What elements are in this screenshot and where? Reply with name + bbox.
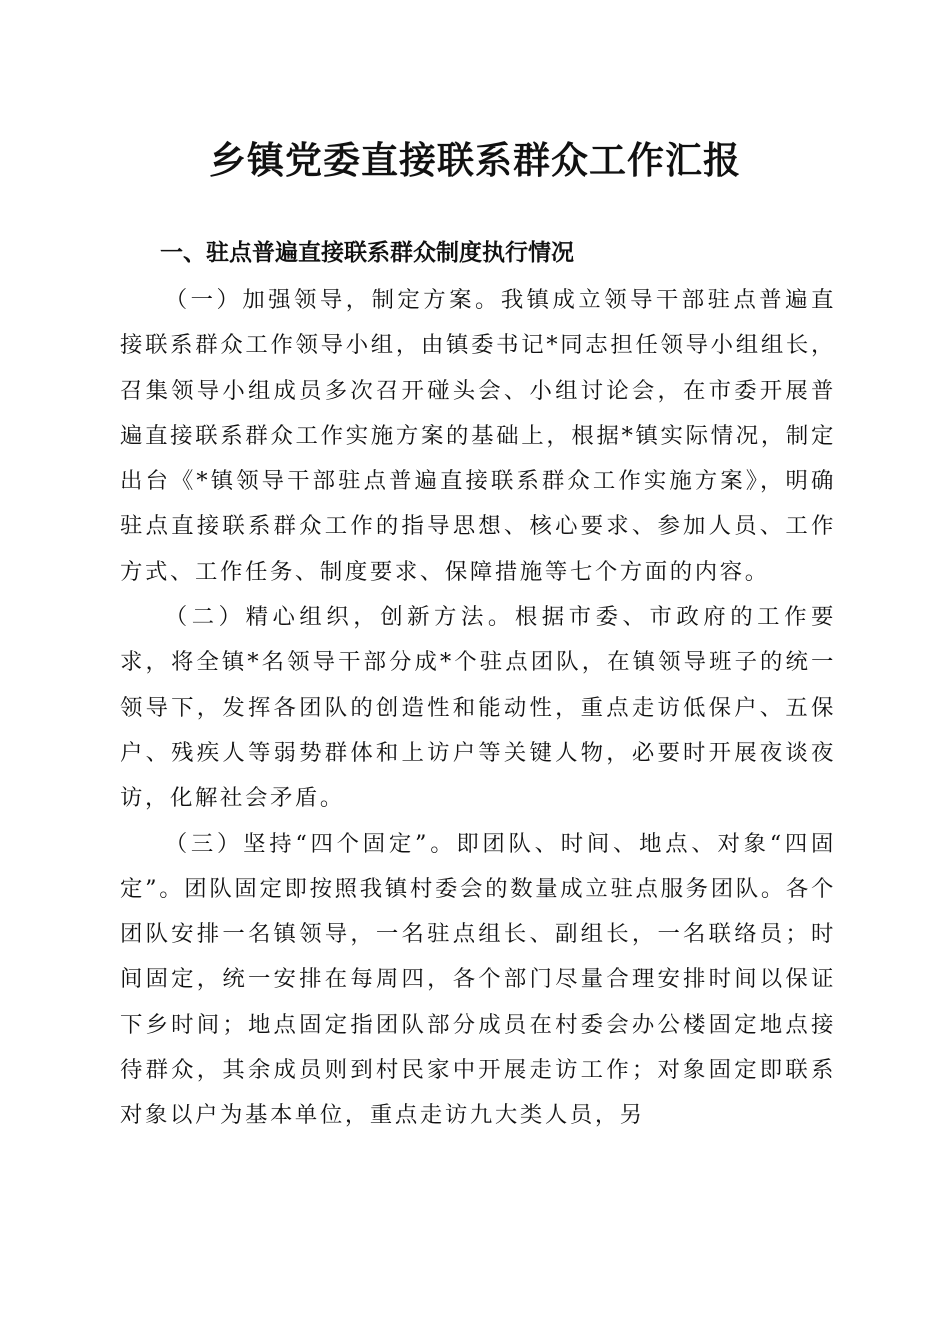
- paragraph-lead: （一）加强领导，制定方案。: [164, 287, 501, 313]
- paragraph-text: 根据市委、市政府的工作要求，将全镇*名领导干部分成*个驻点团队，在镇领导班子的统一领导下，发挥各团队的创造性和能动性，重点走访低保户、五保户、残疾人等弱势群体和上访户等关键人物，必要时开展夜谈夜访，化解社会矛盾。: [120, 604, 836, 812]
- document-title: 乡镇党委直接联系群众工作汇报: [209, 138, 741, 182]
- paragraph-leadership: [120, 278, 836, 595]
- paragraph-organization: [120, 595, 836, 821]
- paragraph-four-fixed: [120, 822, 836, 1139]
- paragraph-text: 我镇成立领导干部驻点普遍直接联系群众工作领导小组，由镇委书记*同志担任领导小组组长，召集领导小组成员多次召开碰头会、小组讨论会，在市委开展普遍直接联系群众工作实施方案的基础上，根据*镇实际情况，制定出台《*镇领导干部驻点普遍直接联系群众工作实施方案》，明确驻点直接联系群众工作的指导思想、核心要求、参加人员、工作方式、工作任务、制度要求、保障措施等七个方面的内容。: [120, 287, 836, 585]
- paragraph-lead: （三）坚持“四个固定”。: [164, 830, 457, 857]
- paragraph-text: 即团队、时间、地点、对象“四固定”。团队固定即按照我镇村委会的数量成立驻点服务团队。各个团队安排一名镇领导，一名驻点组长、副组长，一名联络员；时间固定，统一安排在每周四，各个部门尽量合理安排时间以保证下乡时间；地点固定指团队部分成员在村委会办公楼固定地点接待群众，其余成员则到村民家中开展走访工作；对象固定即联系对象以户为基本单位，重点走访九大类人员，另: [120, 830, 836, 1129]
- paragraph-lead: （二）精心组织，创新方法。: [164, 604, 515, 631]
- document-body: [120, 278, 836, 1139]
- section-heading: 一、驻点普遍直接联系群众制度执行情况: [160, 240, 574, 266]
